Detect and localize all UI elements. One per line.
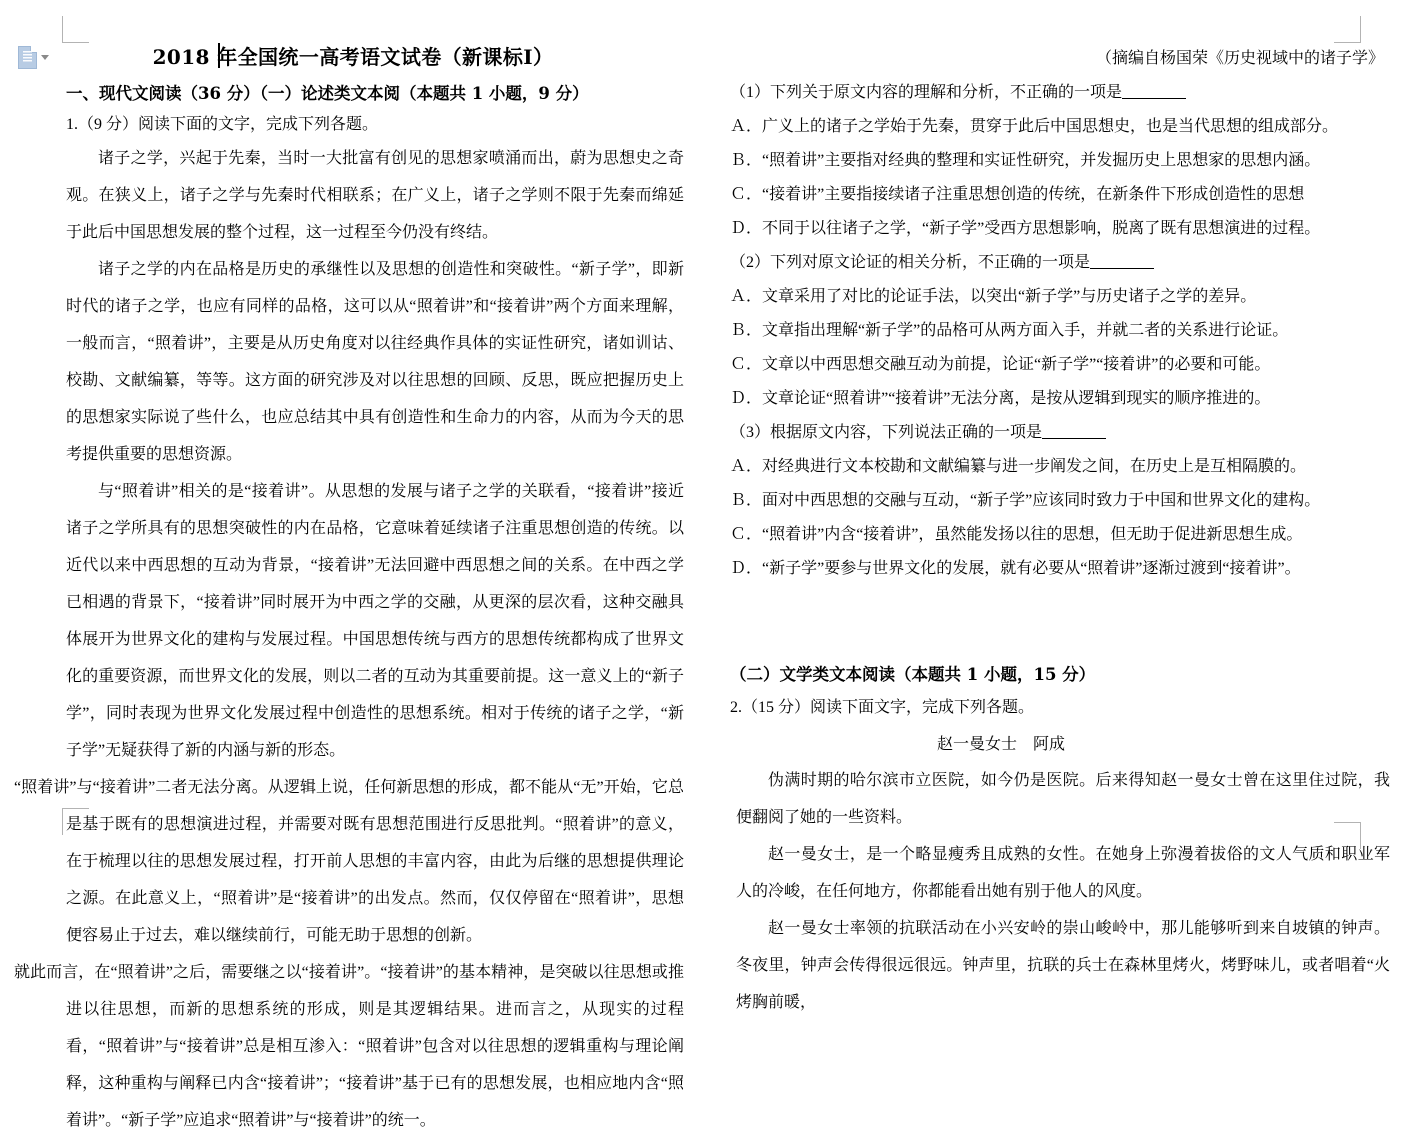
answer-blank[interactable] bbox=[1090, 268, 1154, 269]
option-2-c[interactable]: Ｃ．文章以中西思想交融互动为前提，论证“新子学”“接着讲”的必要和可能。 bbox=[730, 356, 1271, 373]
option-2-d[interactable]: Ｄ．文章论证“照着讲”“接着讲”无法分离，是按从逻辑到现实的顺序推进的。 bbox=[730, 390, 1271, 407]
passage-title: 赵一曼女士 阿成 bbox=[936, 736, 1065, 753]
body-paragraph: “照着讲”与“接着讲”二者无法分离。从逻辑上说，任何新思想的形成，都不能从“无”开始，它总是基于既有的思想演进过程，并需要对既有思想范围进行反思批判。“照着讲”的意义，在于梳理以往的思想发展过程，打开前人思想的丰富内容，由此为后继的思想提供理论之源。在此意义上，“照着讲”是“接着讲”的出发点。然而，仅仅停留在“照着讲”，思想便容易止于过去，难以继续前行，可能无助于思想的创新。 bbox=[14, 779, 684, 944]
option-3-d[interactable]: Ｄ．“新子学”要参与世界文化的发展，就有必要从“照着讲”逐渐过渡到“接着讲”。 bbox=[730, 560, 1301, 577]
document-column-left bbox=[8, 0, 698, 1129]
question-lead-2: 2.（15 分）阅读下面文字，完成下列各题。 bbox=[730, 699, 1035, 716]
section-heading: 一、现代文阅读（36 分）（一）论述类文本阅（本题共 1 小题，9 分） bbox=[66, 84, 589, 103]
answer-blank[interactable] bbox=[1042, 438, 1106, 439]
question-stem-1-text: （1）下列关于原文内容的理解和分析，不正确的一项是 bbox=[730, 84, 1123, 101]
body-paragraph: 赵一曼女士，是一个略显瘦秀且成熟的女性。在她身上弥漫着拔俗的文人气质和职业军人的冷峻，在任何地方，你都能看出她有别于他人的风度。 bbox=[736, 846, 1390, 900]
body-paragraph: 与“照着讲”相关的是“接着讲”。从思想的发展与诸子之学的关联看，“接着讲”接近诸子之学所具有的思想突破性的内在品格，它意味着延续诸子注重思想创造的传统。以近代以来中西思想的互动为背景，“接着讲”无法回避中西思想之间的关系。在中西之学已相遇的背景下，“接着讲”同时展开为中西之学的交融，从更深的层次看，这种交融具体展开为世界文化的建构与发展过程。中国思想传统与西方的思想传统都构成了世界文化的重要资源，而世界文化的发展，则以二者的互动为其重要前提。这一意义上的“新子学”，同时表现为世界文化发展过程中创造性的思想系统。相对于传统的诸子之学，“新子学”无疑获得了新的内涵与新的形态。 bbox=[66, 483, 684, 759]
source-attribution: （摘编自杨国荣《历史视域中的诸子学》 bbox=[1095, 50, 1384, 67]
question-stem-2-text: （2）下列对原文论证的相关分析，不正确的一项是 bbox=[730, 254, 1091, 271]
option-2-a[interactable]: Ａ．文章采用了对比的论证手法，以突出“新子学”与历史诸子之学的差异。 bbox=[730, 288, 1257, 305]
option-1-c[interactable]: Ｃ．“接着讲”主要指接续诸子注重思想创造的传统，在新条件下形成创造性的思想 bbox=[730, 186, 1305, 203]
option-3-c[interactable]: Ｃ．“照着讲”内含“接着讲”，虽然能发扬以往的思想，但无助于促进新思想生成。 bbox=[730, 526, 1303, 543]
option-1-b[interactable]: Ｂ．“照着讲”主要指对经典的整理和实证性研究，并发掘历史上思想家的思想内涵。 bbox=[730, 152, 1321, 169]
option-2-b[interactable]: Ｂ．文章指出理解“新子学”的品格可从两方面入手，并就二者的关系进行论证。 bbox=[730, 322, 1289, 339]
question-stem-3-text: （3）根据原文内容，下列说法正确的一项是 bbox=[730, 424, 1043, 441]
answer-blank[interactable] bbox=[1122, 98, 1186, 99]
question-stem-3 bbox=[730, 416, 1400, 450]
body-paragraph: 就此而言，在“照着讲”之后，需要继之以“接着讲”。“接着讲”的基本精神，是突破以往思想或推进以往思想，而新的思想系统的形成，则是其逻辑结果。进而言之，从现实的过程看，“照着讲”与“接着讲”总是相互渗入：“照着讲”包含对以往思想的逻辑重构与理论阐释，这种重构与阐释已内含“接着讲”；“接着讲”基于已有的思想发展，也相应地内含“照着讲”。“新子学”应追求“照着讲”与“接着讲”的统一。 bbox=[14, 964, 684, 1129]
question-lead: 1.（9 分）阅读下面的文字，完成下列各题。 bbox=[66, 116, 379, 133]
body-paragraph: 诸子之学，兴起于先秦，当时一大批富有创见的思想家喷涌而出，蔚为思想史之奇观。在狭义上，诸子之学与先秦时代相联系；在广义上，诸子之学则不限于先秦而绵延于此后中国思想发展的整个过程，这一过程至今仍没有终结。 bbox=[66, 150, 684, 241]
option-1-d[interactable]: Ｄ．不同于以往诸子之学，“新子学”受西方思想影响，脱离了既有思想演进的过程。 bbox=[730, 220, 1321, 237]
option-3-b[interactable]: Ｂ．面对中西思想的交融与互动，“新子学”应该同时致力于中国和世界文化的建构。 bbox=[730, 492, 1321, 509]
sub-section-heading: （二）文学类文本阅读（本题共 1 小题，15 分） bbox=[730, 665, 1096, 684]
body-paragraph: 诸子之学的内在品格是历史的承继性以及思想的创造性和突破性。“新子学”，即新时代的诸子之学，也应有同样的品格，这可以从“照着讲”和“接着讲”两个方面来理解，一般而言，“照着讲”，主要是从历史角度对以往经典作具体的实证性研究，诸如训诂、校勘、文献编纂，等等。这方面的研究涉及对以往思想的回顾、反思，既应把握历史上的思想家实际说了些什么，也应总结其中具有创造性和生命力的内容，从而为今天的思考提供重要的思想资源。 bbox=[66, 261, 684, 463]
page-title: 2018 年全国统一高考语文试卷（新课标Ⅰ） bbox=[152, 45, 554, 69]
option-3-a[interactable]: Ａ．对经典进行文本校勘和文献编纂与进一步阐发之间，在历史上是互相隔膜的。 bbox=[730, 458, 1307, 475]
body-paragraph: 赵一曼女士率领的抗联活动在小兴安岭的崇山峻岭中，那儿能够听到来自坡镇的钟声。冬夜里，钟声会传得很远很远。钟声里，抗联的兵士在森林里烤火，烤野味儿，或者唱着“火烤胸前暖， bbox=[736, 920, 1390, 1011]
document-column-right bbox=[716, 0, 1406, 1011]
body-paragraph: 伪满时期的哈尔滨市立医院，如今仍是医院。后来得知赵一曼女士曾在这里住过院，我便翻阅了她的一些资料。 bbox=[736, 772, 1390, 826]
option-1-a[interactable]: Ａ．广义上的诸子之学始于先秦，贯穿于此后中国思想史，也是当代思想的组成部分。 bbox=[730, 118, 1339, 135]
question-stem-1 bbox=[730, 76, 1400, 110]
question-stem-2 bbox=[730, 246, 1400, 280]
